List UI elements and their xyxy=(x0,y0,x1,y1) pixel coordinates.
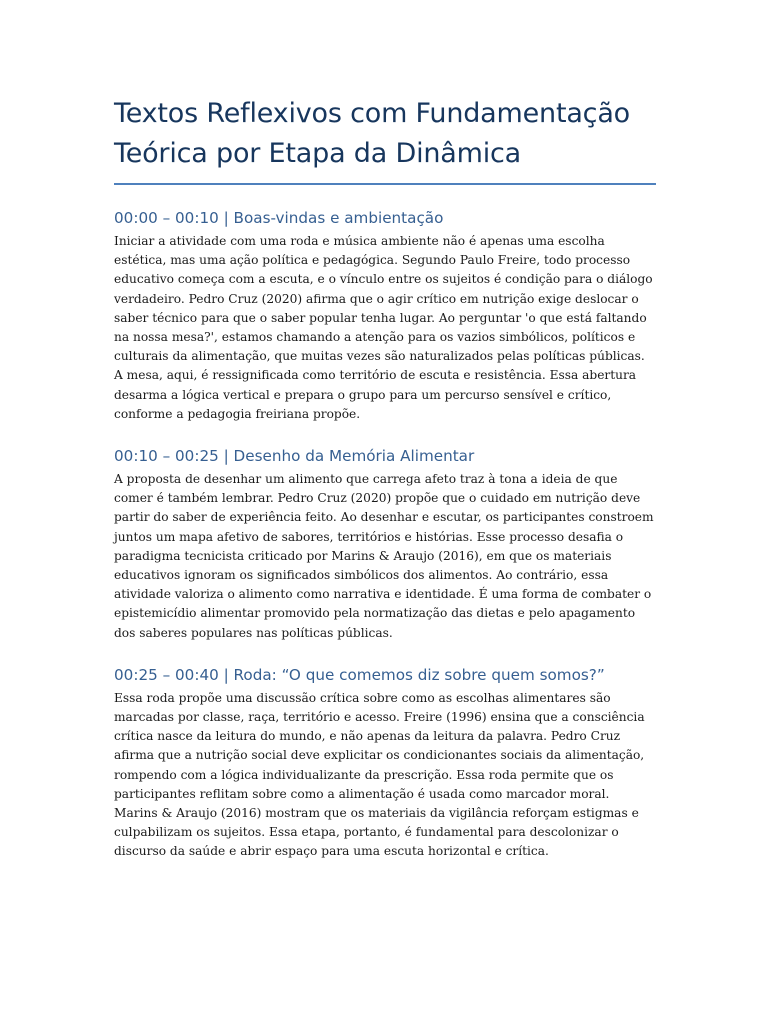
section-desenho-memoria xyxy=(114,446,656,643)
section-body: Iniciar a atividade com uma roda e música ambiente não é apenas uma escolha estética, mas uma ação política e pedagógica. Segundo Paulo Freire, todo processo educativo começa com a escuta, e o vínculo entre os sujeitos é condição para o diálogo verdadeiro. Pedro Cruz (2020) afirma que o agir crítico em nutrição exige deslocar o saber técnico para que o saber popular tenha lugar. Ao perguntar 'o que está faltando na nossa mesa?', estamos chamando a atenção para os vazios simbólicos, políticos e culturais da alimentação, que muitas vezes são naturalizados pelas políticas públicas. A mesa, aqui, é ressignificada como território de escuta e resistência. Essa abertura desarma a lógica vertical e prepara o grupo para um percurso sensível e crítico, conforme a pedagogia freiriana propõe. xyxy=(114,234,653,421)
section-body: Essa roda propõe uma discussão crítica sobre como as escolhas alimentares são marcadas por classe, raça, território e acesso. Freire (1996) ensina que a consciência crítica nasce da leitura do mundo, e não apenas da leitura da palavra. Pedro Cruz afirma que a nutrição social deve explicitar os condicionantes sociais da alimentação, rompendo com a lógica individualizante da prescrição. Essa roda permite que os participantes reflitam sobre como a alimentação é usada como marcador moral. Marins & Araujo (2016) mostram que os materiais da vigilância reforçam estigmas e culpabilizam os sujeitos. Essa etapa, portanto, é fundamental para descolonizar o discurso da saúde e abrir espaço para uma escuta horizontal e crítica. xyxy=(114,690,645,859)
section-heading: 00:10 – 00:25 | Desenho da Memória Alimentar xyxy=(114,447,475,466)
section-roda xyxy=(114,665,656,862)
document-page xyxy=(114,94,656,862)
document-title: Textos Reflexivos com Fundamentação Teórica por Etapa da Dinâmica xyxy=(114,94,656,185)
section-heading: 00:00 – 00:10 | Boas-vindas e ambientação xyxy=(114,209,444,227)
section-heading: 00:25 – 00:40 | Roda: “O que comemos diz sobre quem somos?” xyxy=(114,665,605,684)
section-boas-vindas xyxy=(114,208,656,424)
section-body: A proposta de desenhar um alimento que carrega afeto traz à tona a ideia de que comer é também lembrar. Pedro Cruz (2020) propõe que o cuidado em nutrição deve partir do saber de experiência feito. Ao desenhar e escutar, os participantes constroem juntos um mapa afetivo de sabores, territórios e histórias. Esse processo desafia o paradigma tecnicista criticado por Marins & Araujo (2016), em que os materiais educativos ignoram os significados simbólicos dos alimentos. Ao contrário, essa atividade valoriza o alimento como narrativa e identidade. É uma forma de combater o epistemicídio alimentar promovido pela normatização das dietas e pelo apagamento dos saberes populares nas políticas públicas. xyxy=(114,472,654,640)
